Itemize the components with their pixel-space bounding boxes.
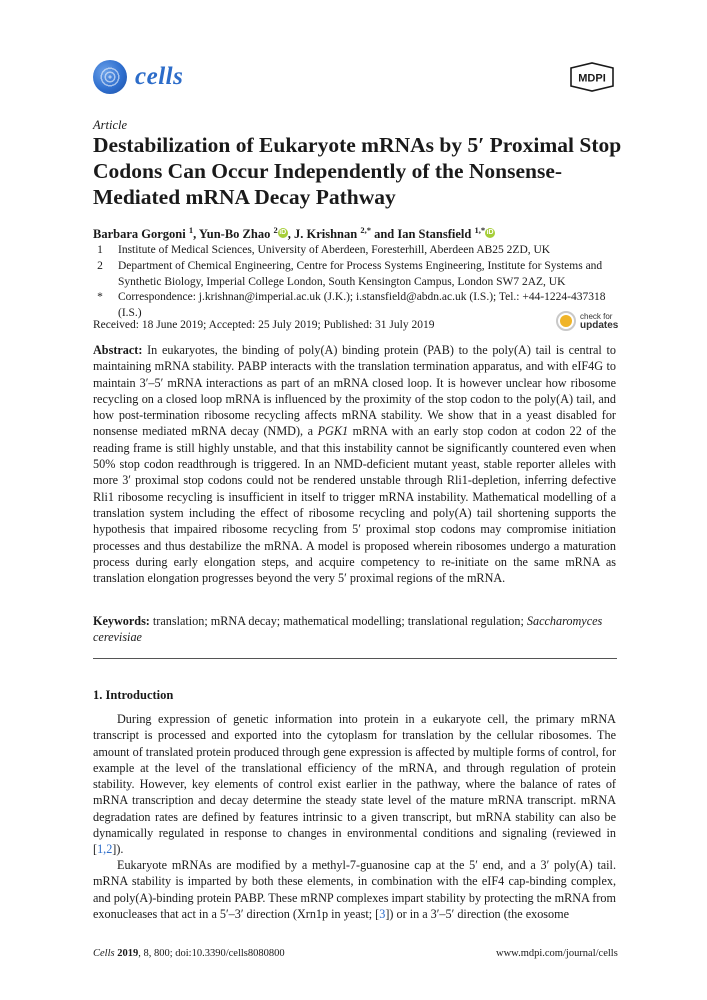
publication-dates: Received: 18 June 2019; Accepted: 25 July 2019; Published: 31 July 2019 xyxy=(93,319,435,331)
affiliation-2: 2 Department of Chemical Engineering, Centre for Process Systems Engineering, Institute for Systems and Synthetic Biology, Imperial College London, South Kensington Campus, London SW7 2AZ, UK xyxy=(97,260,603,288)
author-affil-mark: 2,* xyxy=(360,225,371,235)
cells-logo-icon xyxy=(93,60,127,94)
citation-link[interactable]: 1,2 xyxy=(97,842,113,857)
keywords-label: Keywords: xyxy=(93,614,150,628)
journal-name: cells xyxy=(135,63,184,90)
author-affil-mark: 1 xyxy=(188,225,194,235)
intro-paragraph-1: During expression of genetic information into protein in a eukaryote cell, the primary mRNA transcript is processed and exported into the cytoplasm for translation by the cellular ribosomes. The amount of translated protein produced through gene expression is affected by multiple forms of control, for example at the level of the translational efficiency of the mRNA, and through regulation of protein stability. However, key elements of control exist earlier in the pathway, where the balance of rates of mRNA transcription and decay determine the steady state level of the mature mRNA transcript. mRNA degradation rates are defined by features intrinsic to a given transcript, but mRNA stability can also be dynamically regulated in response to changes in environmental conditions and signaling (reviewed in [1,2]). xyxy=(93,712,617,857)
intro-paragraph-2: Eukaryote mRNAs are modified by a methyl-7-guanosine cap at the 5′ end, and a 3′ poly(A) tail. mRNA stability is imparted by both these elements, in combination with the eIF4 cap-binding complex, and poly(A)-binding protein PABP. These mRNP complexes impart stability by protecting the mRNA from exonucleases that act in a 5′–3′ direction (Xrn1p in yeast; [3]) or in a 3′–5′ direction (the exosome xyxy=(93,858,616,921)
species-name: Saccharomyces cerevisiae xyxy=(93,614,603,645)
citation-link[interactable]: 3 xyxy=(379,906,386,921)
author-name: Ian Stansfield xyxy=(397,227,472,242)
author-name: Barbara Gorgoni xyxy=(93,227,186,242)
orcid-icon[interactable]: iD xyxy=(486,229,494,237)
mdpi-logo-text: MDPI xyxy=(578,72,606,85)
citation-footer: Cells 2019, 8, 800; doi:10.3390/cells8080800 xyxy=(93,948,285,959)
author-affil-mark: 1,* xyxy=(474,225,486,235)
keywords: Keywords: translation; mRNA decay; mathematical modelling; translational regulation; Saccharomyces cerevisiae xyxy=(93,614,603,645)
mdpi-logo xyxy=(567,62,617,92)
affiliation-1: 1 Institute of Medical Sciences, University of Aberdeen, Foresterhill, Aberdeen AB25 2ZD, UK xyxy=(97,244,551,256)
orcid-icon[interactable]: iD xyxy=(279,229,287,237)
check-for-updates-badge[interactable]: check for updates xyxy=(556,308,620,334)
journal-logo xyxy=(93,58,183,96)
journal-url[interactable]: www.mdpi.com/journal/cells xyxy=(496,948,618,959)
author-list: Barbara Gorgoni $^1$, Yun-Bo Zhao $^2$ iD , J. Krishnan $^{2,*}$ and Ian Stansfield $^{1,*}$ iD xyxy=(93,225,494,242)
abstract-label: Abstract: xyxy=(93,343,143,357)
author-name: J. Krishnan xyxy=(293,227,358,242)
author-affil-mark: 2 xyxy=(273,225,278,235)
correspondence: * Correspondence: j.krishnan@imperial.ac.uk (J.K.); i.stansfield@abdn.ac.uk (I.S.); Tel.: +44-1224-437318 (I.S.) xyxy=(97,291,606,319)
check-updates-icon xyxy=(556,311,576,331)
section-divider xyxy=(93,658,617,659)
abstract: Abstract: In eukaryotes, the binding of poly(A) binding protein (PAB) to the poly(A) tail is central to maintaining mRNA stability. PABP interacts with the translation termination apparatus, and with eIF4G to maintain 3′–5′ mRNA interactions as part of an mRNA closed loop. It is however unclear how ribosome recycling on a closed loop mRNA is influenced by the proximity of the stop codon to the poly(A) tail, and how post-termination ribosome recycling affects mRNA stability. We show that in a yeast disabled for nonsense mediated mRNA decay (NMD), a PGK1 mRNA with an early stop codon at codon 22 of the reading frame is still highly unstable, and that this instability cannot be significantly countered even when 50% stop codon readthrough is triggered. In an NMD-deficient mutant yeast, stable reporter alleles with more 3′ proximal stop codons could not be rendered unstable through Rli1-depletion, inferring defective Rli1 ribosome recycling is insufficient in itself to trigger mRNA instability. Mathematical modelling of a translation system including the effect of ribosome recycling and poly(A) tail shortening supports the hypothesis that impaired ribosome recycling from 5′ proximal stop codons may compromise initiation processes and thus destabilize the mRNA. A model is proposed wherein ribosomes undergo a maturation process during early elongation steps, and acquire competency to re-initiate on the same mRNA as translation elongation progresses beyond the very 5′ proximal regions of the mRNA. xyxy=(93,343,616,586)
paper-title: Destabilization of Eukaryote mRNAs by 5′ Proximal Stop Codons Can Occur Independently of the Nonsense-Mediated mRNA Decay Pathway xyxy=(93,133,622,209)
author-name: Yun-Bo Zhao xyxy=(198,227,271,242)
article-type: Article xyxy=(93,118,128,132)
gene-name: PGK1 xyxy=(317,424,349,439)
section-heading: 1. Introduction xyxy=(93,688,174,702)
